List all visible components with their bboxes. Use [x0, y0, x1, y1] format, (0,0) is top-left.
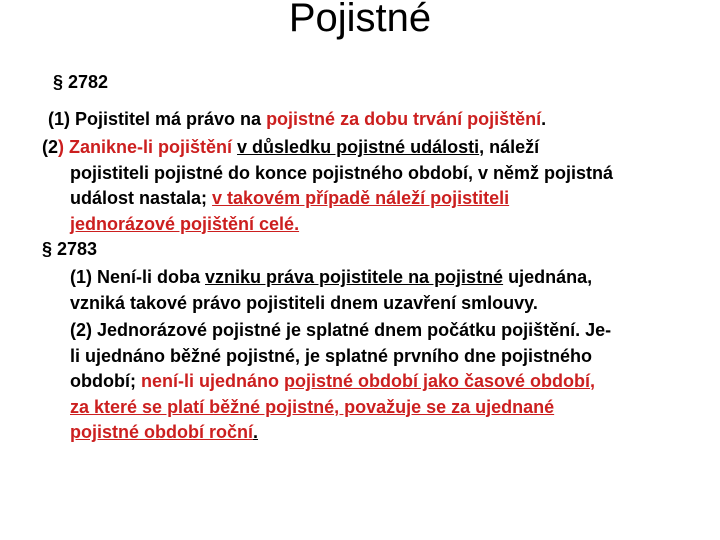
paragraph-number-close: ): [58, 137, 65, 157]
paragraph-text: období;: [70, 371, 141, 391]
underlined-text: vzniku práva pojistitele na pojistné: [205, 267, 504, 287]
highlighted-underlined-text: za které se platí běžné pojistné, považuje se za ujednané: [70, 396, 555, 417]
section-2783-paragraph-2-line-5: [70, 420, 258, 446]
section-2782-paragraph-2-line-4: [70, 212, 299, 238]
paragraph-text: .: [541, 109, 547, 129]
highlighted-underlined-text: pojistné období roční: [70, 422, 253, 442]
underlined-text: .: [253, 422, 259, 442]
paragraph-text: (1) Není-li doba: [70, 267, 205, 287]
section-2782-heading: [53, 70, 108, 96]
section-2782-paragraph-2-line-2: [70, 161, 613, 187]
section-2783-paragraph-1-line-2: [70, 291, 538, 317]
section-heading-text: § 2783: [42, 239, 98, 259]
section-2783-paragraph-2-line-2: [70, 344, 592, 370]
paragraph-text: vzniká takové právo pojistiteli dnem uzavření smlouvy.: [70, 292, 538, 313]
section-2783-paragraph-1: [70, 265, 592, 291]
paragraph-text: , náleží: [479, 137, 540, 157]
highlighted-underlined-text: jednorázové pojištění celé.: [70, 213, 300, 234]
paragraph-text: pojistiteli pojistné do konce pojistného období, v němž pojistná: [70, 162, 614, 183]
underlined-text: v důsledku pojistné události: [237, 137, 480, 157]
paragraph-text: (2) Jednorázové pojistné je splatné dnem počátku pojištění. Je-: [70, 320, 612, 340]
highlighted-text: není-li ujednáno: [140, 371, 284, 391]
paragraph-text: událost nastala;: [70, 188, 213, 208]
paragraph-number: (1): [48, 109, 70, 129]
slide-title: Pojistné: [288, 0, 432, 40]
section-heading-text: § 2782: [53, 72, 109, 92]
highlighted-text: pojistné za dobu trvání pojištění: [266, 109, 542, 129]
paragraph-text: li ujednáno běžné pojistné, je splatné prvního dne pojistného: [70, 345, 593, 366]
paragraph-text: ujednána,: [503, 267, 593, 287]
highlighted-underlined-text: pojistné období jako časové období,: [283, 371, 596, 391]
section-2782-paragraph-2-line-3: [70, 186, 509, 212]
section-2783-heading: [42, 237, 97, 263]
paragraph-text: Pojistitel má právo na: [70, 109, 267, 129]
section-2783-paragraph-2-line-4: [70, 395, 554, 421]
highlighted-underlined-text: v takovém případě náleží pojistiteli: [212, 188, 510, 208]
section-2783-paragraph-2-line-3: [70, 369, 595, 395]
section-2782-paragraph-2: [42, 135, 539, 161]
section-2782-paragraph-1: [48, 107, 546, 133]
highlighted-text: Zanikne-li pojištění: [64, 137, 238, 157]
paragraph-number: (2: [42, 137, 59, 157]
section-2783-paragraph-2: [70, 318, 611, 344]
